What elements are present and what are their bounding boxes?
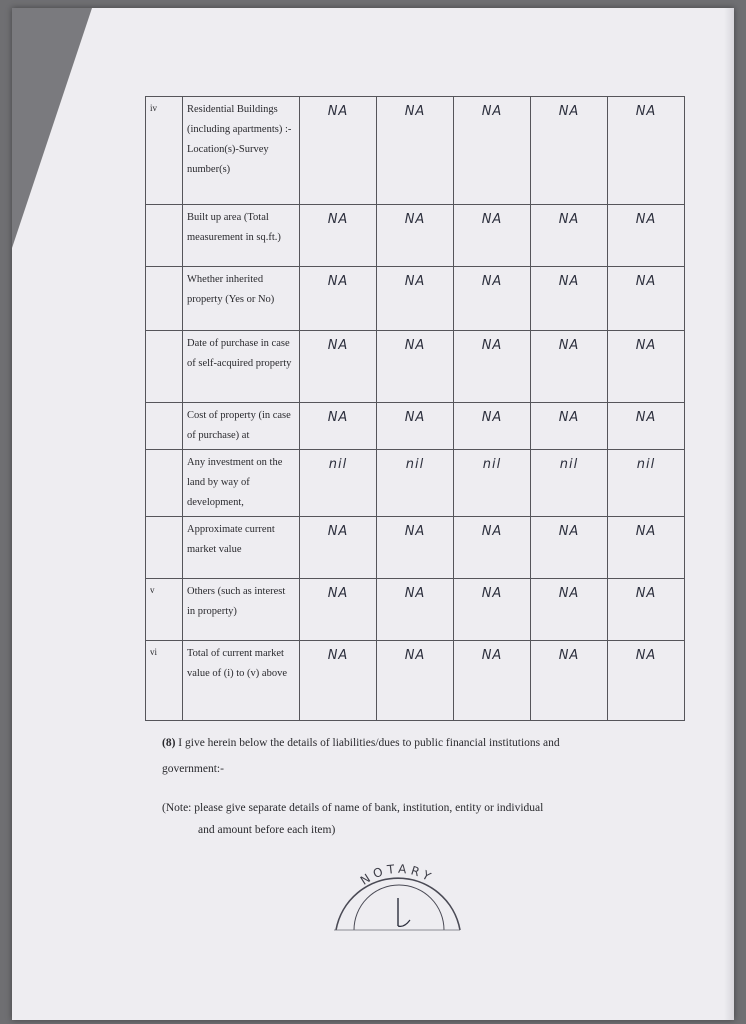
handwritten-value: NA	[531, 516, 608, 578]
section-text: I give herein below the details of liabilities/dues to public financial institutions and government:-	[162, 737, 560, 775]
handwritten-value: NA	[377, 578, 454, 640]
table-row	[146, 97, 685, 205]
handwritten-value: NA	[377, 97, 454, 205]
notary-stamp	[332, 858, 462, 938]
handwritten-value: NA	[608, 516, 685, 578]
handwritten-value: NA	[454, 516, 531, 578]
handwritten-value: NA	[300, 640, 377, 720]
row-number	[146, 205, 183, 267]
handwritten-value: NA	[608, 267, 685, 331]
row-label: Residential Buildings (including apartments) :- Location(s)-Survey number(s)	[183, 97, 300, 205]
row-label: Others (such as interest in property)	[183, 578, 300, 640]
row-number: v	[146, 578, 183, 640]
handwritten-value: NA	[300, 267, 377, 331]
row-number	[146, 403, 183, 450]
handwritten-value: NA	[454, 205, 531, 267]
handwritten-value: NA	[377, 640, 454, 720]
row-number: vi	[146, 640, 183, 720]
row-label: Total of current market value of (i) to (v) above	[183, 640, 300, 720]
handwritten-value: NA	[300, 331, 377, 403]
handwritten-value: NA	[454, 267, 531, 331]
handwritten-value: NA	[454, 331, 531, 403]
handwritten-value: NA	[454, 403, 531, 450]
handwritten-value: NA	[377, 267, 454, 331]
handwritten-value: NA	[300, 578, 377, 640]
handwritten-value: NA	[531, 97, 608, 205]
row-number	[146, 267, 183, 331]
table-row	[146, 578, 685, 640]
handwritten-value: NA	[608, 640, 685, 720]
document-page	[12, 8, 734, 1020]
handwritten-value: NA	[377, 516, 454, 578]
handwritten-value: NA	[608, 578, 685, 640]
row-number	[146, 331, 183, 403]
handwritten-value: NA	[300, 403, 377, 450]
handwritten-value: NA	[531, 578, 608, 640]
row-number	[146, 449, 183, 516]
handwritten-value: NA	[531, 205, 608, 267]
row-label: Approximate current market value	[183, 516, 300, 578]
handwritten-value: NA	[377, 403, 454, 450]
row-label: Any investment on the land by way of development,	[183, 449, 300, 516]
table-row	[146, 640, 685, 720]
handwritten-value: NA	[300, 516, 377, 578]
table-row	[146, 205, 685, 267]
stamp-text: NOTARY	[357, 861, 437, 888]
table-row	[146, 449, 685, 516]
note-line-2: and amount before each item)	[198, 824, 336, 836]
row-label: Date of purchase in case of self-acquired property	[183, 331, 300, 403]
table-row	[146, 516, 685, 578]
handwritten-value: NA	[454, 640, 531, 720]
section-number: (8)	[162, 737, 176, 749]
handwritten-value: NA	[300, 205, 377, 267]
handwritten-value: NA	[608, 403, 685, 450]
handwritten-value: nil	[531, 449, 608, 516]
handwritten-value: NA	[608, 97, 685, 205]
section-8-paragraph	[162, 730, 602, 782]
handwritten-value: NA	[454, 578, 531, 640]
handwritten-value: NA	[377, 331, 454, 403]
handwritten-value: NA	[531, 331, 608, 403]
handwritten-value: nil	[608, 449, 685, 516]
handwritten-value: NA	[531, 640, 608, 720]
handwritten-value: nil	[454, 449, 531, 516]
row-label: Cost of property (in case of purchase) at	[183, 403, 300, 450]
table-row	[146, 403, 685, 450]
row-number: iv	[146, 97, 183, 205]
handwritten-value: NA	[531, 267, 608, 331]
row-label: Built up area (Total measurement in sq.ft.)	[183, 205, 300, 267]
handwritten-value: NA	[300, 97, 377, 205]
note-line-1: (Note: please give separate details of name of bank, institution, entity or individual	[162, 802, 544, 814]
row-label: Whether inherited property (Yes or No)	[183, 267, 300, 331]
handwritten-value: nil	[377, 449, 454, 516]
row-number	[146, 516, 183, 578]
handwritten-value: NA	[608, 331, 685, 403]
handwritten-value: NA	[531, 403, 608, 450]
table-row	[146, 331, 685, 403]
page-edge	[724, 8, 734, 1020]
note-paragraph	[162, 795, 622, 843]
handwritten-value: nil	[300, 449, 377, 516]
handwritten-value: NA	[454, 97, 531, 205]
table-row	[146, 267, 685, 331]
page-fold-corner	[12, 8, 92, 248]
handwritten-value: NA	[608, 205, 685, 267]
handwritten-value: NA	[377, 205, 454, 267]
assets-table	[145, 96, 685, 721]
